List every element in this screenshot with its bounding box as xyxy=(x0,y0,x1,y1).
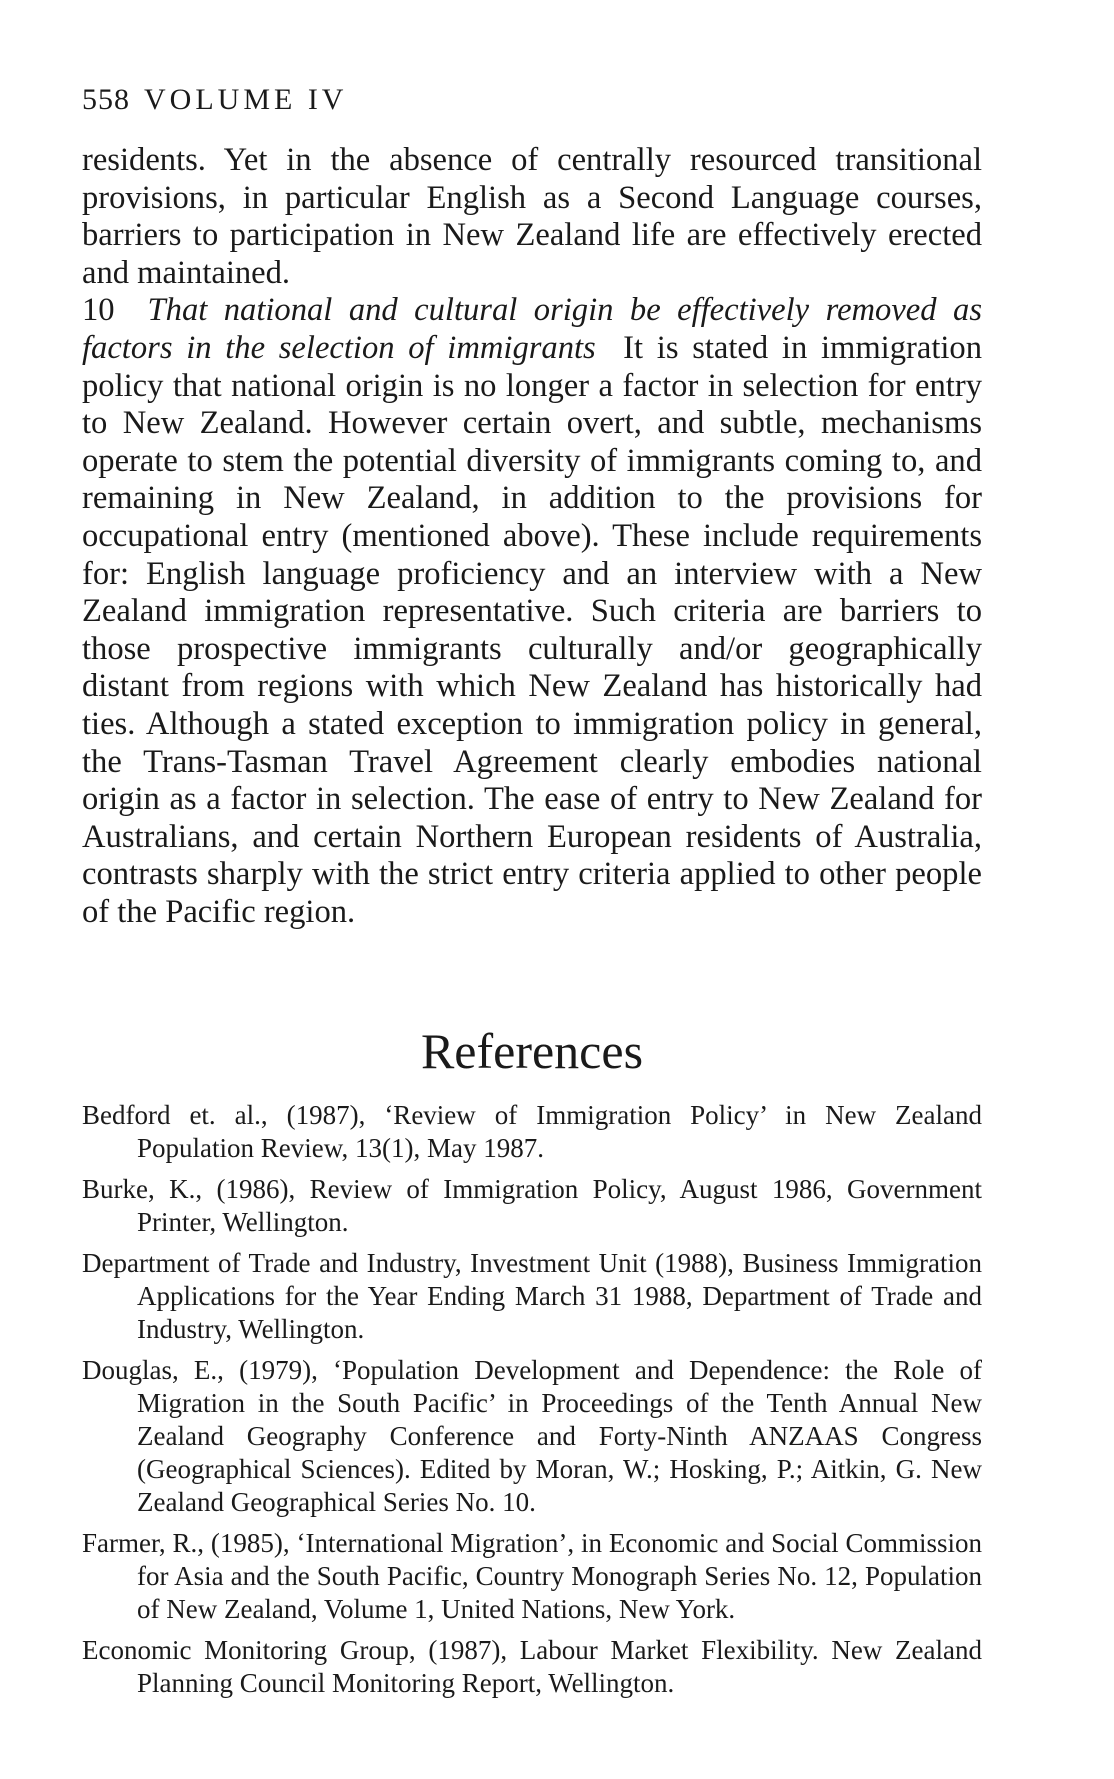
references-list xyxy=(82,1099,982,1700)
reference-entry: Economic Monitoring Group, (1987), Labour Market Flexibility. New Zealand Planning Council Monitoring Report, Wellington. xyxy=(82,1635,982,1699)
volume-label: VOLUME IV xyxy=(144,83,348,116)
item-number: 10 xyxy=(82,292,115,329)
reference-entry: Farmer, R., (1985), ‘International Migration’, in Economic and Social Commission for Asia and the South Pacific, Country Monograph Series No. 12, Population of New Zealand, Volume 1, United Nations, New York. xyxy=(82,1528,982,1625)
page-number: 558 xyxy=(82,83,130,116)
references-heading: References xyxy=(420,1023,644,1080)
reference-entry: Burke, K., (1986), Review of Immigration Policy, August 1986, Government Printer, Wellington. xyxy=(82,1174,982,1238)
item-text: It is stated in immigration policy that national origin is no longer a factor in selection for entry to New Zealand. However certain overt, and subtle, mechanisms operate to stem the potential diversity of immigrants coming to, and remaining in New Zealand, in addition to the provisions for occupational entry (mentioned above). These include requirements for: English language proficiency and an interview with a New Zealand immigration representative. Such criteria are barriers to those prospective immigrants culturally and/or geographically distant from regions with which New Zealand has historically had ties. Although a stated exception to immigration policy in general, the Trans-Tasman Travel Agreement clearly embodies national origin as a factor in selection. The ease of entry to New Zealand for Australians, and certain Northern European residents of Australia, contrasts sharply with the strict entry criteria applied to other people of the Pacific region. xyxy=(82,329,982,930)
reference-entry: Bedford et. al., (1987), ‘Review of Immigration Policy’ in New Zealand Population Review, 13(1), May 1987. xyxy=(82,1100,982,1164)
body-text xyxy=(82,142,982,931)
running-header xyxy=(82,82,982,118)
item-heading: That national and cultural origin be effectively removed as factors in the selection of immigrants xyxy=(82,292,982,366)
document-page xyxy=(82,82,982,1708)
reference-entry: Douglas, E., (1979), ‘Population Development and Dependence: the Role of Migration in the South Pacific’ in Proceedings of the Tenth Annual New Zealand Geography Conference and Forty-Ninth ANZAAS Congress (Geographical Sciences). Edited by Moran, W.; Hosking, P.; Aitkin, G. New Zealand Geographical Series No. 10. xyxy=(82,1355,982,1518)
continuation-paragraph: residents. Yet in the absence of centrally resourced transitional provisions, in particular English as a Second Language courses, barriers to participation in New Zealand life are effectively erected and maintained. xyxy=(82,142,982,291)
numbered-item-paragraph xyxy=(82,292,982,931)
reference-entry: Department of Trade and Industry, Investment Unit (1988), Business Immigration Applications for the Year Ending March 31 1988, Department of Trade and Industry, Wellington. xyxy=(82,1248,982,1345)
